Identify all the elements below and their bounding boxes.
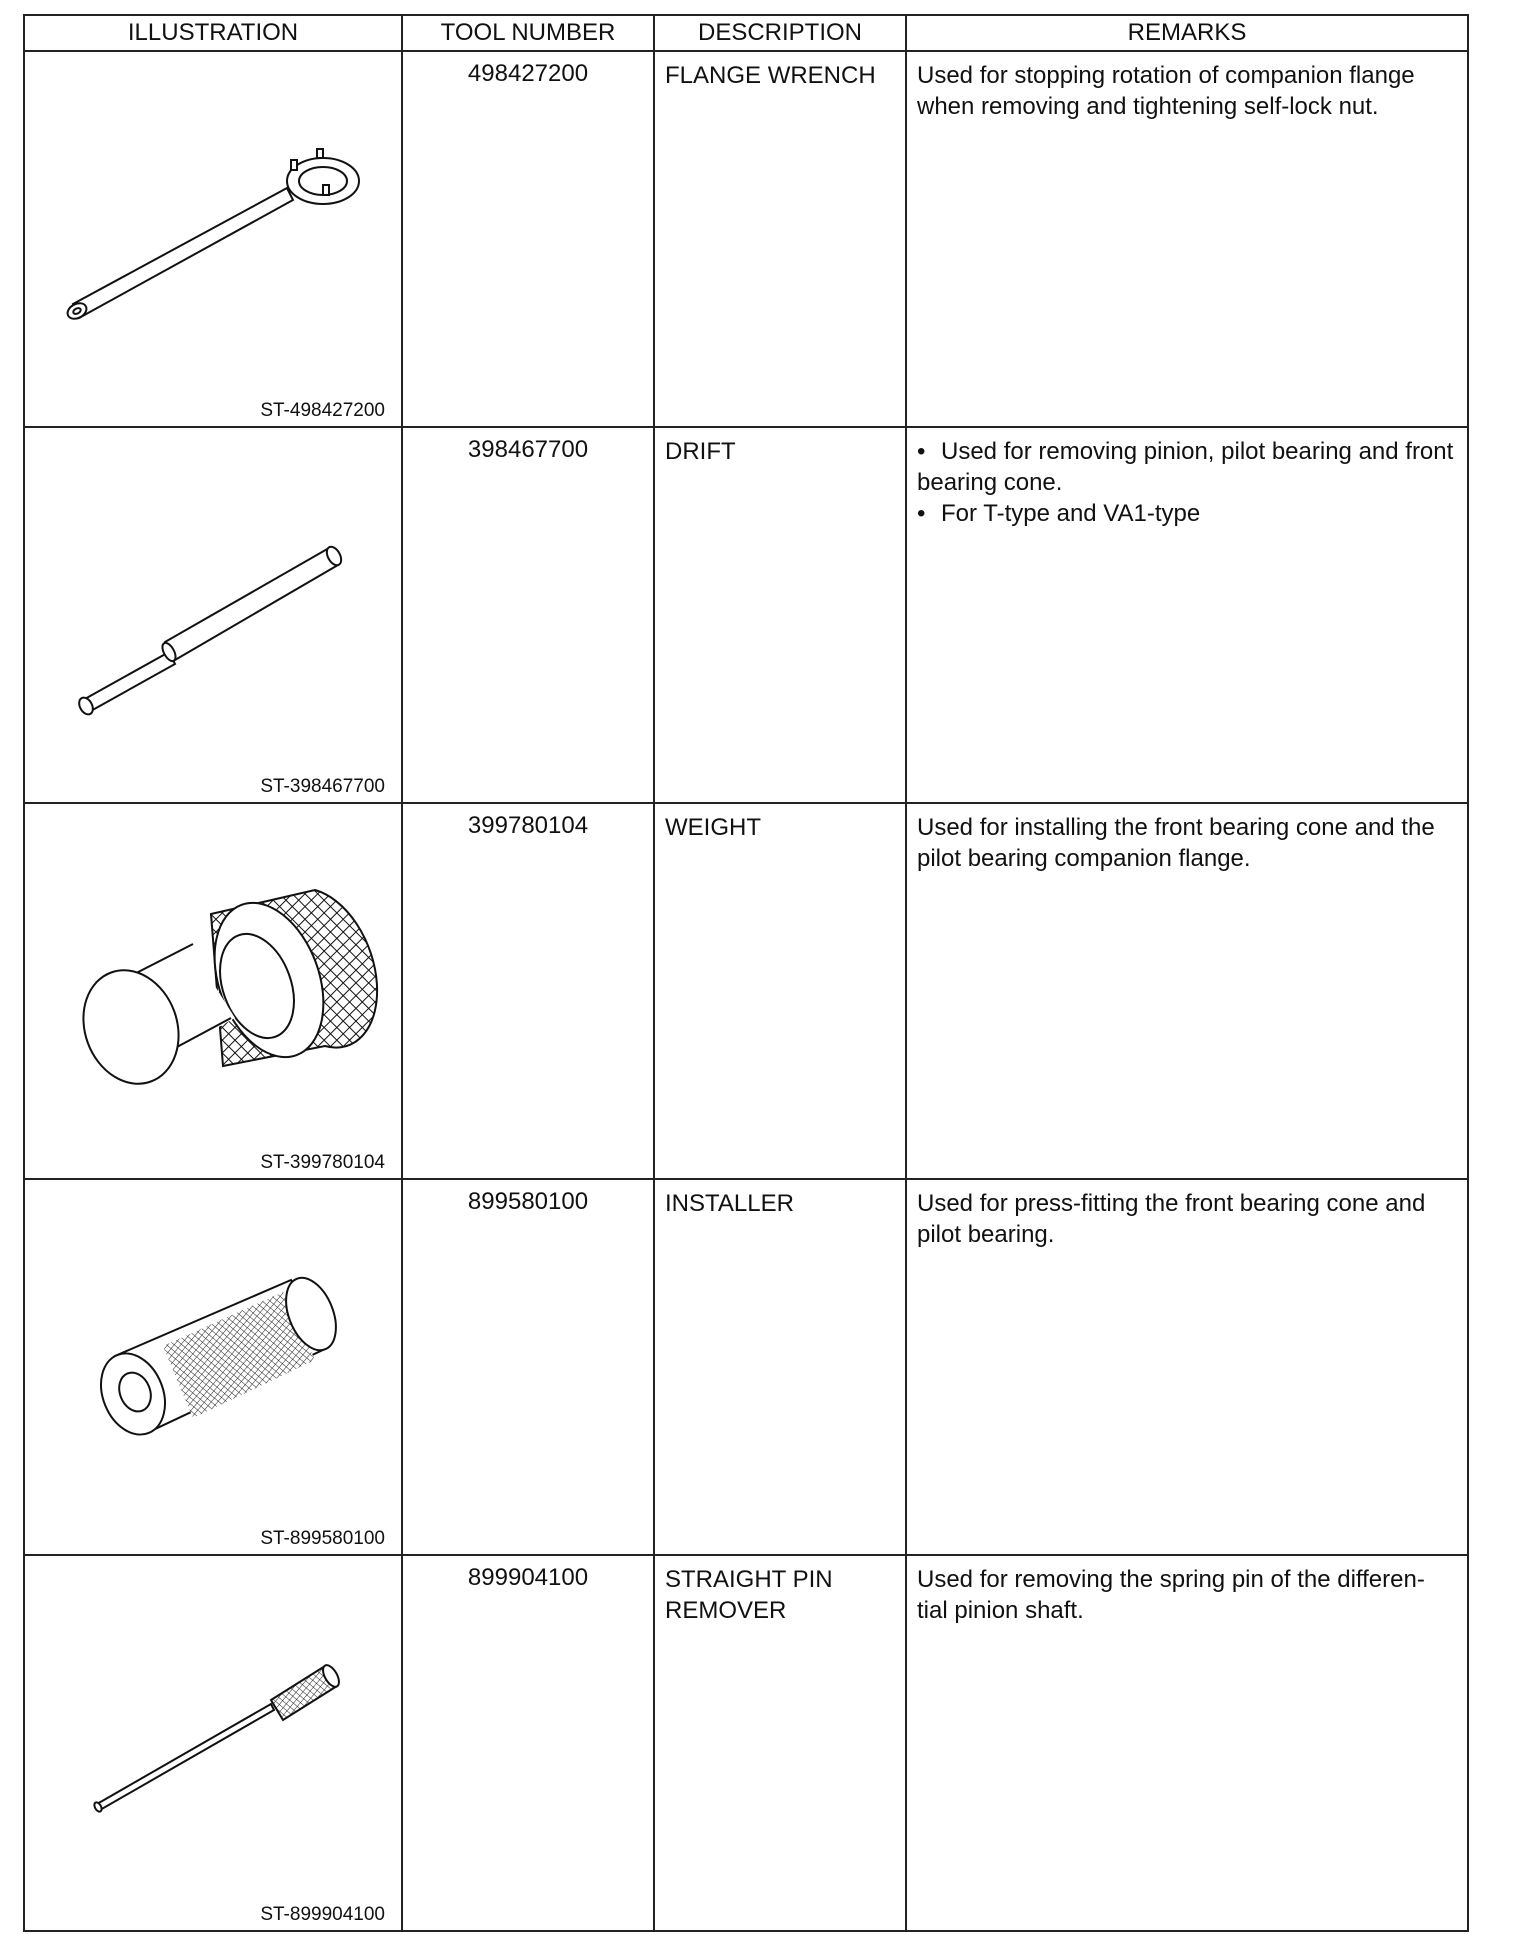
remark-bullet-text: Used for removing pinion, pilot bearing and front bearing cone. (917, 438, 1454, 496)
tool-number: 498427200 (402, 51, 654, 427)
illustration-cell (24, 1555, 402, 1931)
tool-number: 398467700 (402, 427, 654, 803)
pin-remover-illustration (25, 1556, 401, 1922)
weight-illustration (25, 804, 401, 1170)
tool-description (654, 1555, 906, 1931)
remark-bullet (917, 436, 1455, 498)
special-tools-table (23, 14, 1469, 1932)
tool-description-line: REMOVER (665, 1597, 787, 1624)
tool-number: 899580100 (402, 1179, 654, 1555)
header-tool-number: TOOL NUMBER (402, 15, 654, 51)
illustration-id: ST-899904100 (260, 1904, 385, 1925)
table-row (24, 427, 1468, 803)
remark-bullet-text: For T-type and VA1-type (941, 500, 1201, 527)
header-illustration: ILLUSTRATION (24, 15, 402, 51)
tool-remarks: Used for stopping rotation of companion flange when removing and tightening self-lock nut. (906, 51, 1468, 427)
tool-number: 899904100 (402, 1555, 654, 1931)
tool-remarks: Used for removing the spring pin of the differen-tial pinion shaft. (906, 1555, 1468, 1931)
illustration-cell (24, 803, 402, 1179)
illustration-id: ST-399780104 (260, 1152, 385, 1173)
tool-description: DRIFT (654, 427, 906, 803)
illustration-cell (24, 1179, 402, 1555)
illustration-cell (24, 427, 402, 803)
tool-description-line: STRAIGHT PIN (665, 1566, 833, 1593)
illustration-id: ST-899580100 (260, 1528, 385, 1549)
table-row (24, 803, 1468, 1179)
remark-bullet (917, 498, 1455, 529)
illustration-id: ST-498427200 (260, 400, 385, 421)
tool-description: FLANGE WRENCH (654, 51, 906, 427)
tool-remarks (906, 427, 1468, 803)
table-row (24, 51, 1468, 427)
illustration-id: ST-398467700 (260, 776, 385, 797)
table-row (24, 1179, 1468, 1555)
flange-wrench-illustration (25, 52, 401, 418)
table-row (24, 1555, 1468, 1931)
tool-remarks: Used for press-fitting the front bearing cone and pilot bearing. (906, 1179, 1468, 1555)
drift-illustration (25, 428, 401, 794)
installer-illustration (25, 1180, 401, 1546)
tool-description: INSTALLER (654, 1179, 906, 1555)
tool-number: 399780104 (402, 803, 654, 1179)
illustration-cell (24, 51, 402, 427)
bullet-icon: • (917, 438, 926, 465)
bullet-icon: • (917, 500, 926, 527)
header-description: DESCRIPTION (654, 15, 906, 51)
header-row (24, 15, 1468, 51)
header-remarks: REMARKS (906, 15, 1468, 51)
tool-description: WEIGHT (654, 803, 906, 1179)
tool-remarks: Used for installing the front bearing cone and the pilot bearing companion flange. (906, 803, 1468, 1179)
